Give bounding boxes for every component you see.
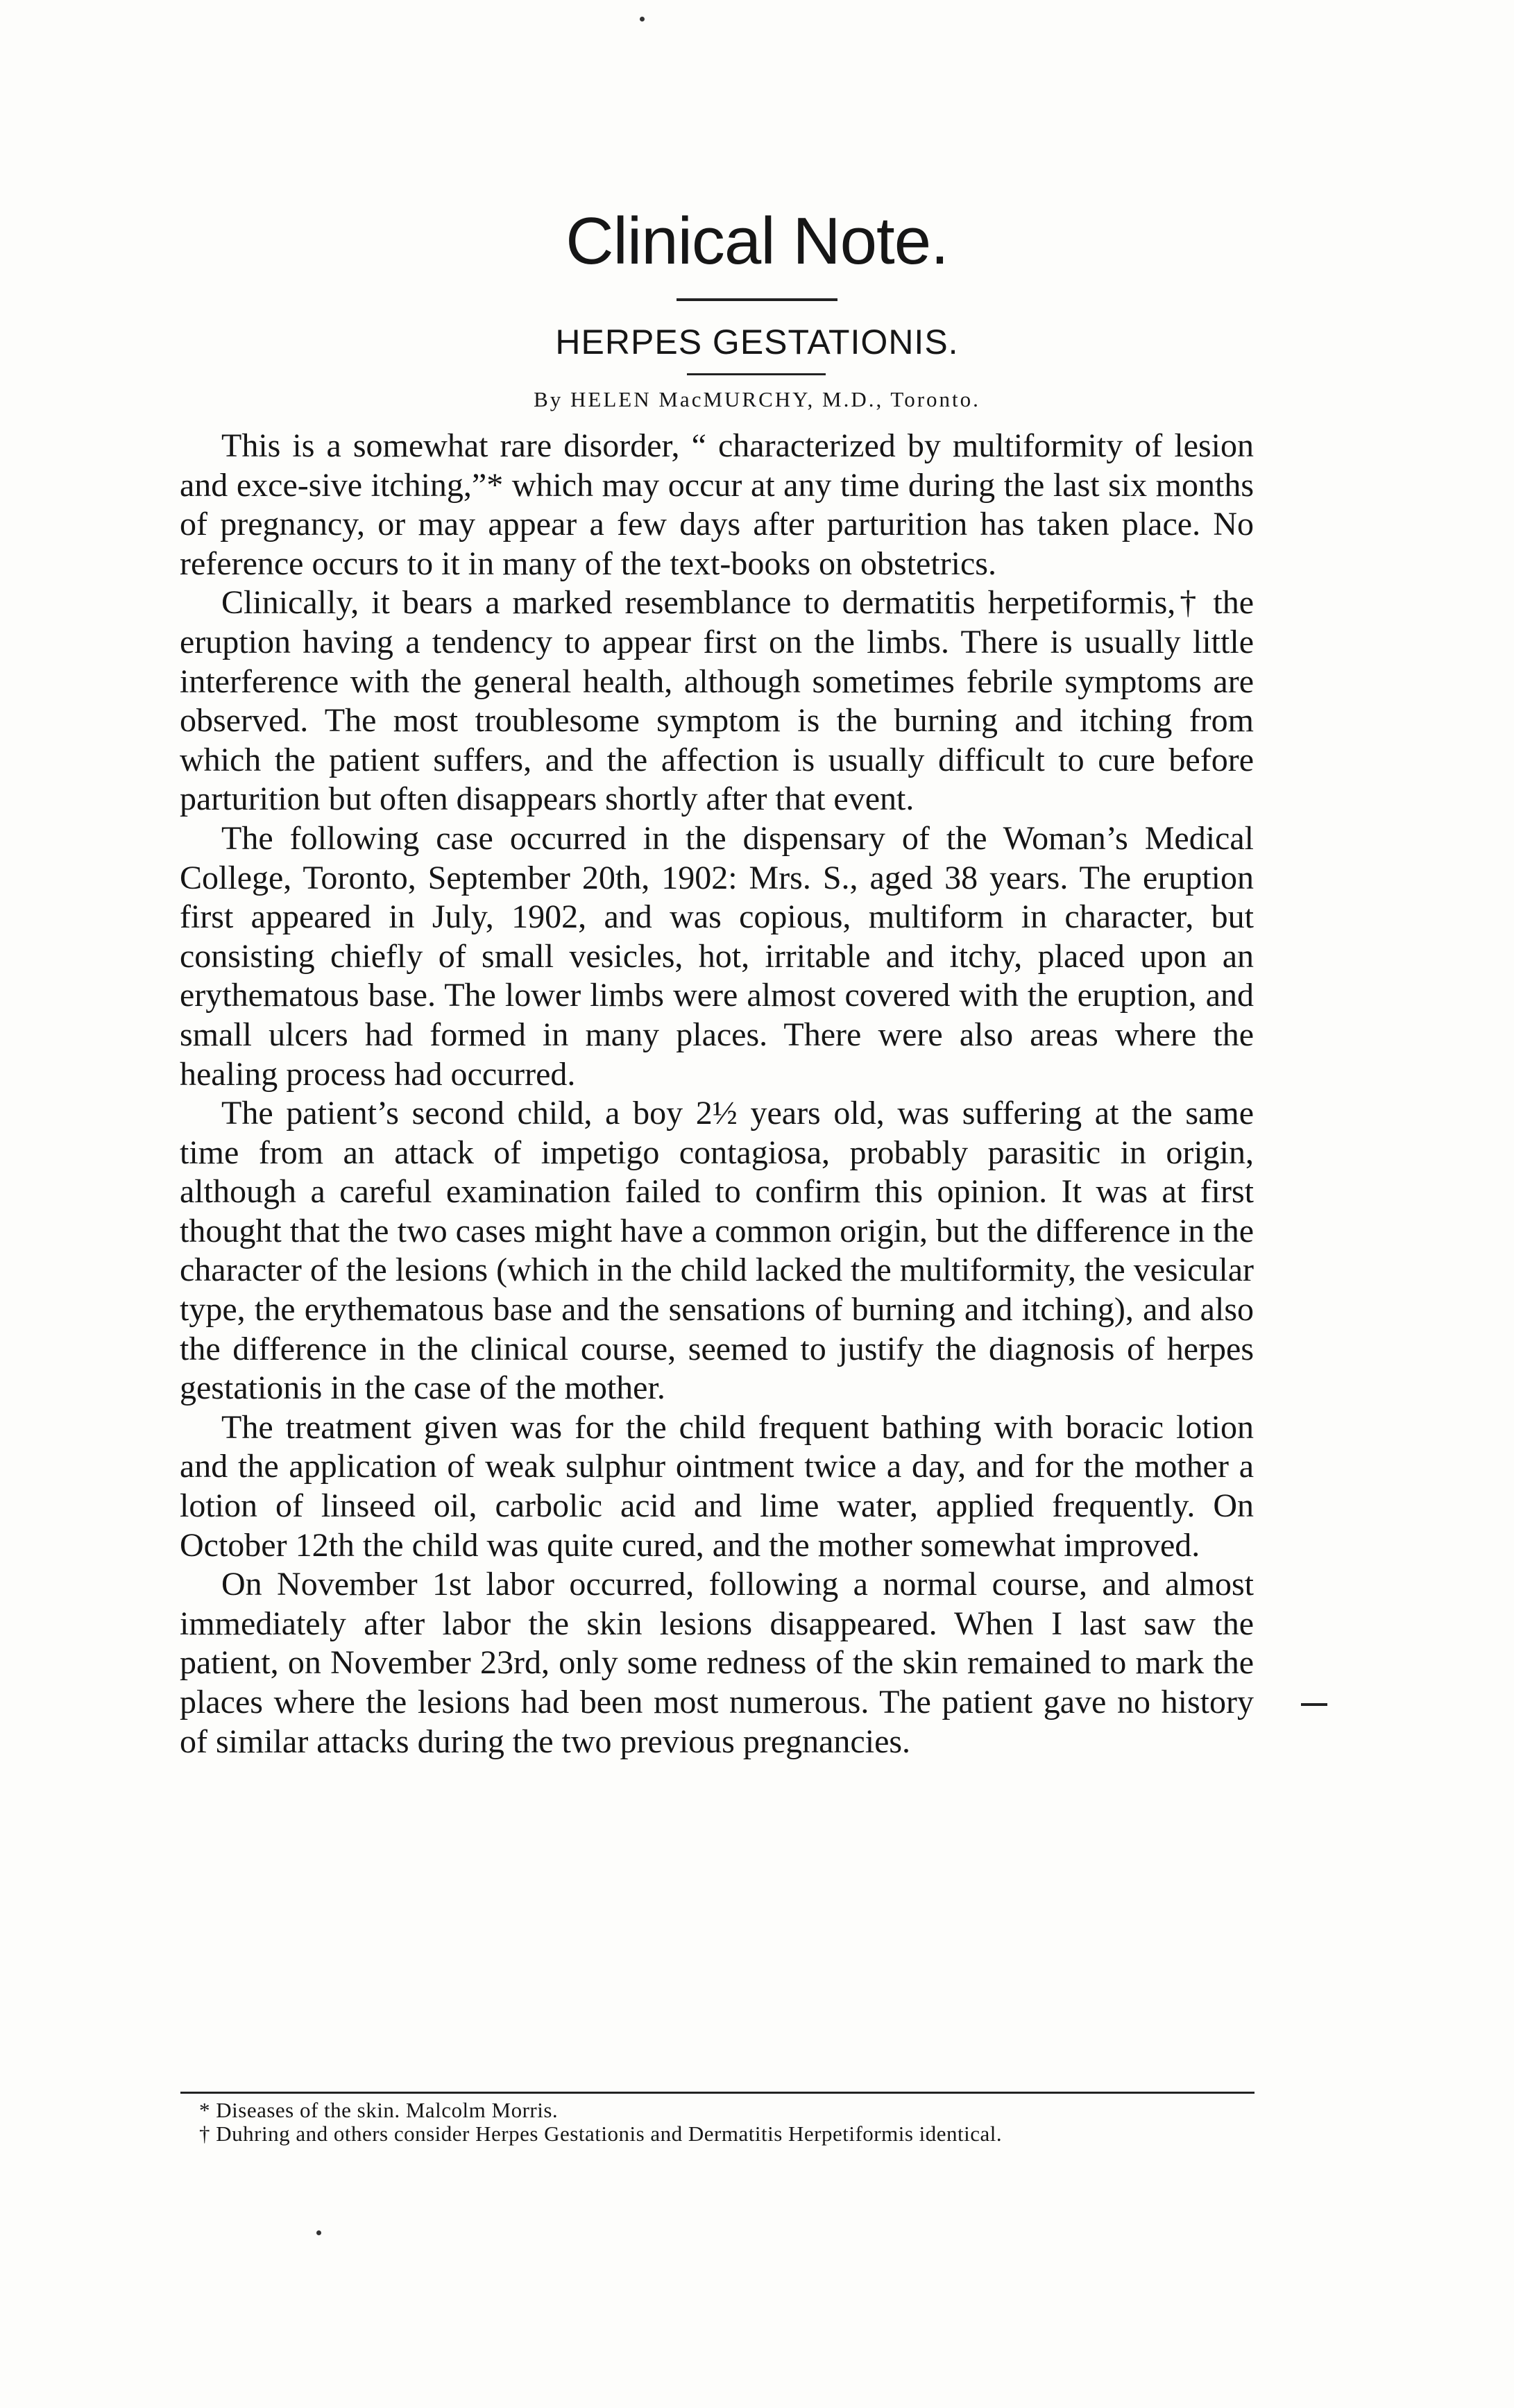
paragraph: This is a somewhat rare disorder, “ characterized by multiformity of lesion and exce-sive itching,”* which may occur at any time during the last six months of pregnancy, or may appear a few days after parturition has taken place. No reference occurs to it in many of the text-books on obstetrics. [180, 427, 1254, 582]
footnotes [180, 2099, 1254, 2146]
article-subtitle: HERPES GESTATIONIS. [555, 323, 959, 361]
footnote: † Duhring and others consider Herpes Gestationis and Dermatitis Herpetiformis identical. [199, 2121, 1003, 2146]
subtitle-rule [687, 373, 826, 375]
title-rule [677, 298, 837, 301]
page-title: Clinical Note. [565, 204, 949, 278]
paragraph: On November 1st labor occurred, following a normal course, and almost immediately after labor the skin lesions disappeared. When I last saw the patient, on November 23rd, only some redness of the skin remained to mark the places where the lesions had been most numerous. The patient gave no history of similar attacks during the two previous pregnancies. [180, 1566, 1254, 1760]
print-speck [640, 17, 645, 22]
footnote-rule [180, 2092, 1254, 2094]
paragraph: The treatment given was for the child frequent bathing with boracic lotion and the application of weak sulphur ointment twice a day, and for the mother a lotion of linseed oil, carbolic acid and lime water, applied frequently. On October 12th the child was quite cured, and the mother somewhat improved. [180, 1408, 1254, 1564]
author-byline: By HELEN MacMURCHY, M.D., Toronto. [534, 387, 980, 411]
footnote: * Diseases of the skin. Malcolm Morris. [199, 2098, 559, 2122]
paragraph: The following case occurred in the dispensary of the Woman’s Medical College, Toronto, September 20th, 1902: Mrs. S., aged 38 years. The eruption first appeared in July, 1902, and was copious, multiform in character, but consisting chiefly of small vesicles, hot, irritable and itchy, placed upon an erythematous base. The lower limbs were almost covered with the eruption, and small ulcers had formed in many places. There were also areas where the healing process had occurred. [180, 819, 1254, 1093]
paragraph: The patient’s second child, a boy 2½ years old, was suffering at the same time from an attack of impetigo contagiosa, probably parasitic in origin, although a careful examination failed to confirm this opinion. It was at first thought that the two cases might have a common origin, but the difference in the character of the lesions (which in the child lacked the multiformity, the vesicular type, the erythematous base and the sensations of burning and itching), and also the difference in the clinical course, seemed to justify the diagnosis of herpes gestationis in the case of the mother. [180, 1095, 1254, 1407]
margin-mark [1301, 1703, 1327, 1706]
paragraph: Clinically, it bears a marked resemblance to dermatitis herpetiformis,† the eruption having a tendency to appear first on the limbs. There is usually little interference with the general health, although sometimes febrile symptoms are observed. The most troublesome symptom is the burning and itching from which the patient suffers, and the affection is usually difficult to cure before parturition but often disappears shortly after that event. [180, 584, 1254, 818]
article-body [180, 427, 1254, 1761]
print-speck [316, 2230, 321, 2235]
